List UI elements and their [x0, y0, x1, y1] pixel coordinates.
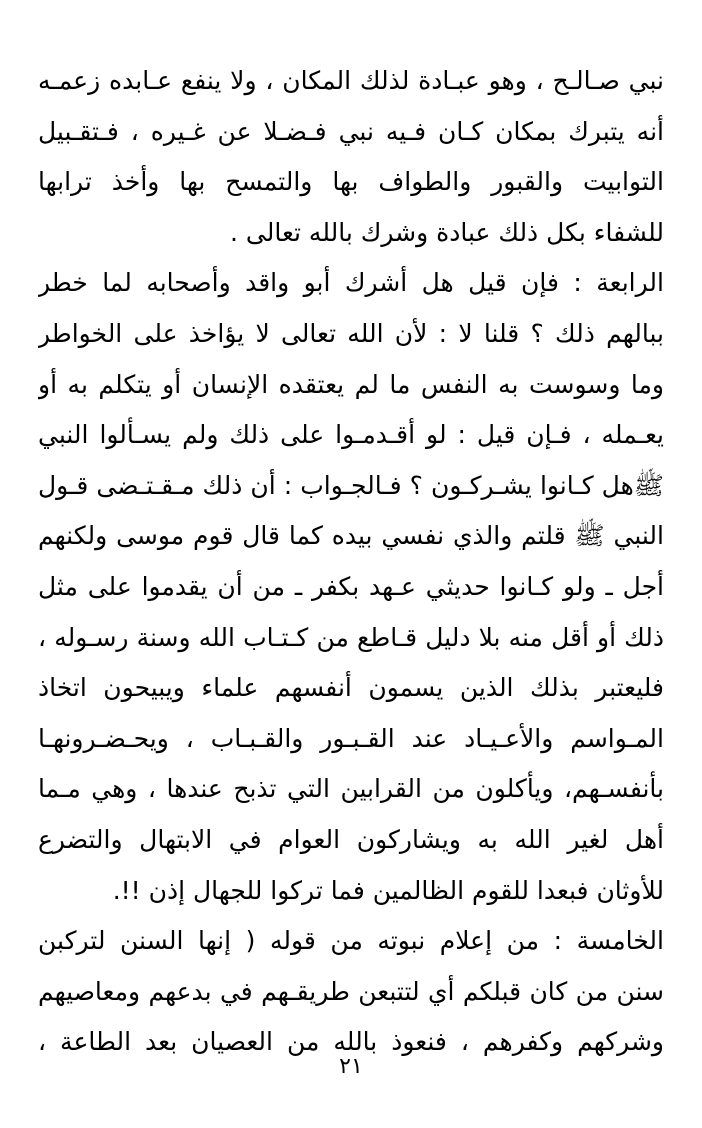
- text-line: فليعتبر بذلك الذين يسمون أنفسهم علماء ويبيحون اتخاذ: [38, 673, 664, 703]
- text-line: نبي صـالـح ، وهو عبـادة لذلك المكان ، ولا ينفع عـابده زعمـه: [38, 66, 664, 95]
- text-line: ببالهم ذلك ؟ قلنا لا : لأن الله تعالى لا يؤاخذ على الخواطر: [38, 318, 664, 348]
- text-line: للشفاء بكل ذلك عبادة وشرك بالله تعالى .: [230, 217, 664, 247]
- text-line: ذلك أو أقل منه بلا دليل قـاطع من كـتـاب الله وسنة رسـوله ،: [38, 622, 664, 652]
- page-number: ٢١: [339, 1054, 363, 1079]
- text-line: بأنفسـهم، ويأكلون من القرابين التي تذبح عندها ، وهي مـما: [38, 774, 664, 804]
- text-line: الرابعة : فإن قيل هل أشرك أبو واقد وأصحابه لما خطر: [38, 268, 664, 298]
- text-line: الخامسة : من إعلام نبوته من قوله ( إنها السنن لتركبن: [38, 926, 664, 956]
- text-line: يعـمله ، فـإن قيل : لو أقـدمـوا على ذلك ولم يسـألوا النبي: [38, 420, 664, 450]
- text-line: أجل ـ ولو كـانوا حديثي عـهد بكفر ـ من أن يقدموا على مثل: [38, 571, 664, 601]
- text-line: المـواسم والأعـيـاد عند القـبـور والقـبـاب ، ويحـضـرونهـا: [38, 723, 664, 753]
- text-line: ﷺهل كـانوا يشـركـون ؟ فـالجـواب : أن ذلك مـقـتـضى قـول: [38, 470, 664, 500]
- text-line: وما وسوست به النفس ما لم يعتقده الإنسان أو يتكلم به أو: [38, 369, 664, 399]
- text-line: سنن من كان قبلكم أي لتتبعن طريقـهم في بدعهم ومعاصيهم: [38, 976, 664, 1006]
- page-text: [38, 56, 664, 1068]
- text-line: أنه يتبرك بمكان كـان فـيه نبي فـضـلا عن غـيره ، فـتقـبيل: [38, 116, 664, 146]
- text-line: للأوثان فبعدا للقوم الظالمين فما تركوا للجهال إذن !!.: [112, 875, 664, 905]
- text-line: أهل لغير الله به ويشاركون العوام في الابتهال والتضرع: [38, 824, 664, 854]
- text-line: وشركهم وكفرهم ، فنعوذ بالله من العصيان بعد الطاعة ،: [38, 1027, 664, 1057]
- text-line: النبي ﷺ قلتم والذي نفسي بيده كما قال قوم موسى ولكنهم: [38, 521, 664, 551]
- text-line: التوابيت والقبور والطواف بها والتمسح بها وأخذ ترابها: [38, 167, 664, 197]
